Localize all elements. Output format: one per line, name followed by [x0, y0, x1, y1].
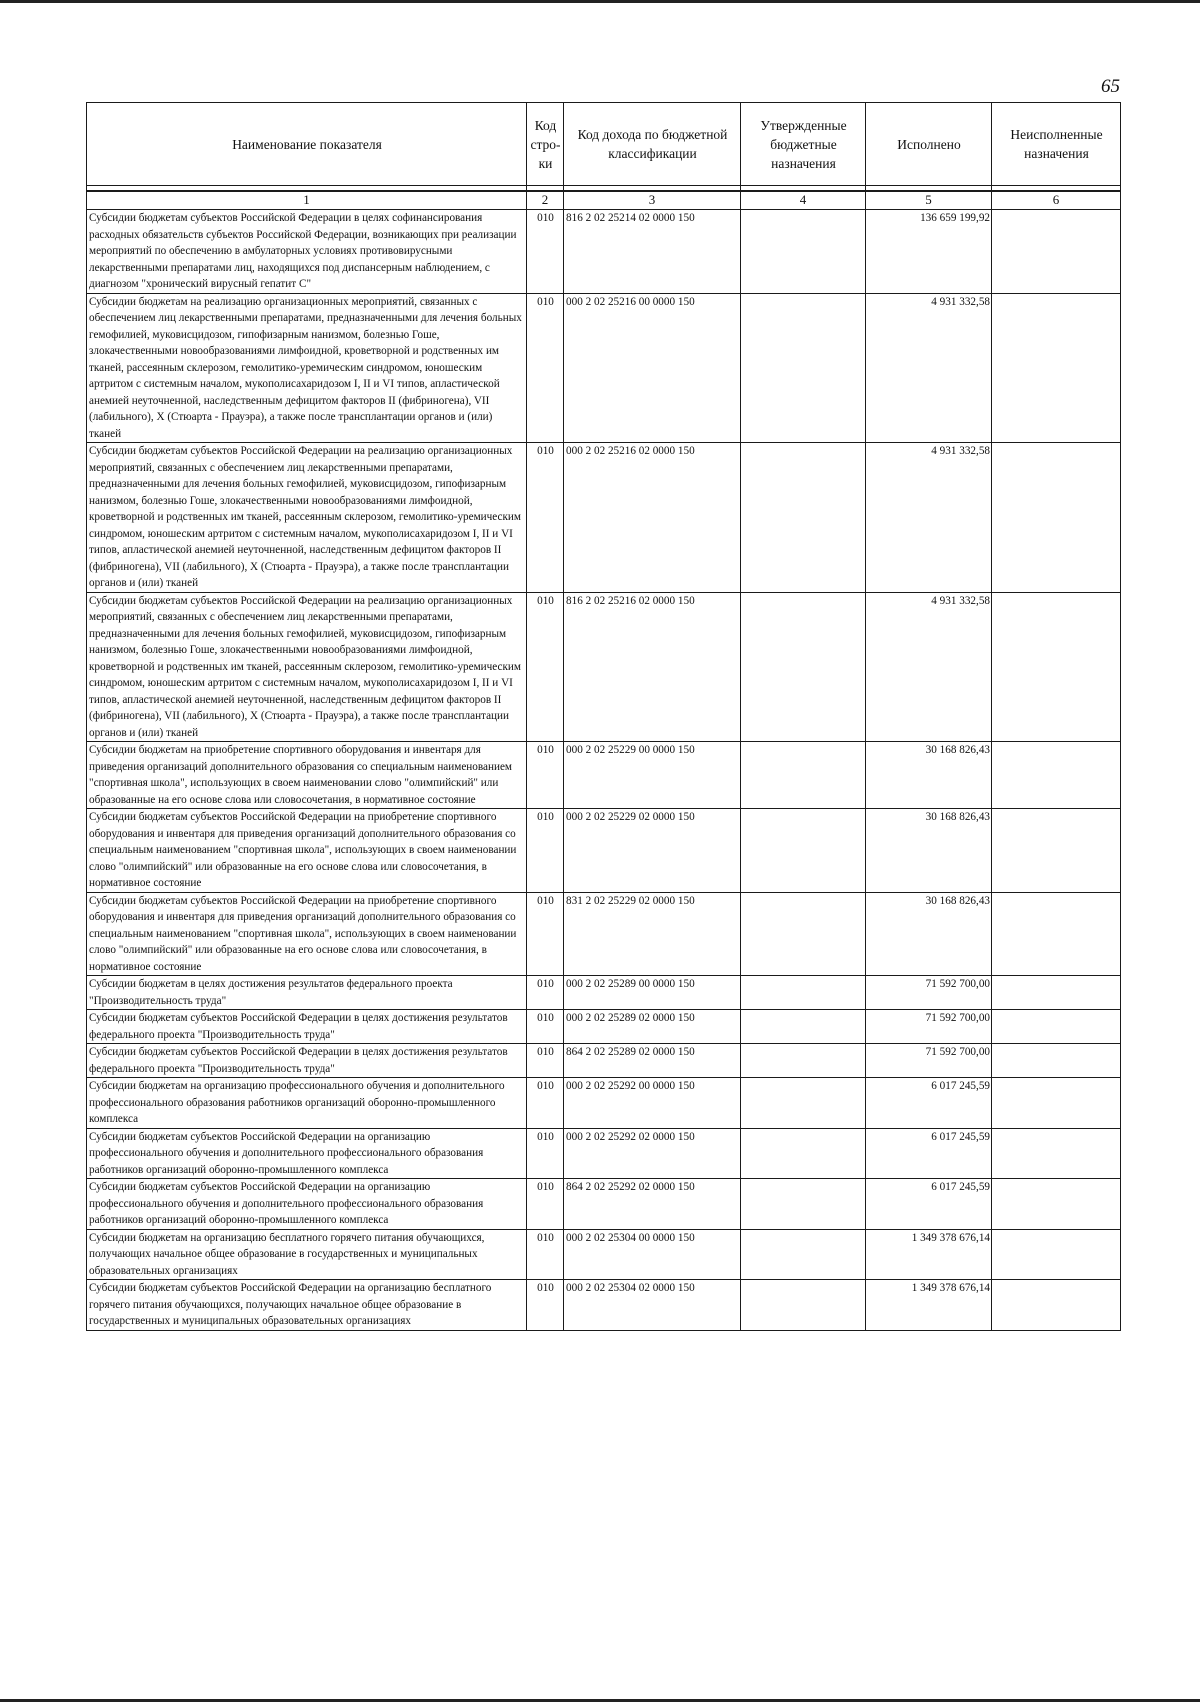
- header-executed: Исполнено: [866, 103, 992, 186]
- row-unexecuted: [992, 1179, 1121, 1230]
- row-line-code: 010: [527, 809, 564, 893]
- row-approved: [741, 1179, 866, 1230]
- row-approved: [741, 443, 866, 593]
- row-line-code: 010: [527, 1280, 564, 1331]
- row-income-code: 000 2 02 25292 02 0000 150: [564, 1128, 741, 1179]
- row-executed: 6 017 245,59: [866, 1179, 992, 1230]
- row-line-code: 010: [527, 1179, 564, 1230]
- row-unexecuted: [992, 1044, 1121, 1078]
- row-income-code: 864 2 02 25292 02 0000 150: [564, 1179, 741, 1230]
- row-income-code: 831 2 02 25229 02 0000 150: [564, 892, 741, 976]
- row-indicator-name: Субсидии бюджетам субъектов Российской Федерации на приобретение спортивного оборудования и инвентаря для приведения организаций дополнительного образования со специальным наименованием "спортивная школа", использующих в своем наименовании слово "олимпийский" или образованные на его основе слова или словосочетания, в нормативное состояние: [87, 809, 527, 893]
- column-number: 6: [992, 191, 1121, 210]
- table-row: [87, 1078, 1121, 1129]
- row-indicator-name: Субсидии бюджетам на организацию бесплатного горячего питания обучающихся, получающих начальное общее образование в государственных и муниципальных образовательных организациях: [87, 1229, 527, 1280]
- row-line-code: 010: [527, 976, 564, 1010]
- row-indicator-name: Субсидии бюджетам субъектов Российской Федерации на организацию бесплатного горячего питания обучающихся, получающих начальное общее образование в государственных и муниципальных образовательных организациях: [87, 1280, 527, 1331]
- row-executed: 4 931 332,58: [866, 592, 992, 742]
- row-income-code: 816 2 02 25214 02 0000 150: [564, 210, 741, 294]
- row-unexecuted: [992, 976, 1121, 1010]
- row-approved: [741, 1229, 866, 1280]
- row-income-code: 000 2 02 25229 00 0000 150: [564, 742, 741, 809]
- row-executed: 136 659 199,92: [866, 210, 992, 294]
- row-unexecuted: [992, 443, 1121, 593]
- table-row: [87, 293, 1121, 443]
- row-executed: 71 592 700,00: [866, 1010, 992, 1044]
- table-row: [87, 210, 1121, 294]
- page-number: 65: [1101, 76, 1120, 97]
- row-unexecuted: [992, 1078, 1121, 1129]
- row-indicator-name: Субсидии бюджетам субъектов Российской Федерации в целях софинансирования расходных обязательств субъектов Российской Федерации, возникающих при реализации мероприятий по обеспечению в амбулаторных условиях противовирусными лекарственными препаратами лиц, находящихся под диспансерным наблюдением, с диагнозом "хронический вирусный гепатит С": [87, 210, 527, 294]
- row-approved: [741, 1044, 866, 1078]
- header-line-code: Код стро- ки: [527, 103, 564, 186]
- row-income-code: 000 2 02 25289 02 0000 150: [564, 1010, 741, 1044]
- row-indicator-name: Субсидии бюджетам в целях достижения результатов федерального проекта "Производительность труда": [87, 976, 527, 1010]
- row-unexecuted: [992, 293, 1121, 443]
- column-number: 1: [87, 191, 527, 210]
- row-approved: [741, 742, 866, 809]
- row-executed: 30 168 826,43: [866, 742, 992, 809]
- header-indicator-name: Наименование показателя: [87, 103, 527, 186]
- column-number: 5: [866, 191, 992, 210]
- row-line-code: 010: [527, 1078, 564, 1129]
- row-indicator-name: Субсидии бюджетам на организацию профессионального обучения и дополнительного профессионального образования работников организаций оборонно-промышленного комплекса: [87, 1078, 527, 1129]
- scan-top-border: [0, 0, 1200, 3]
- row-line-code: 010: [527, 892, 564, 976]
- row-unexecuted: [992, 892, 1121, 976]
- row-indicator-name: Субсидии бюджетам субъектов Российской Федерации на организацию профессионального обучения и дополнительного профессионального образования работников организаций оборонно-промышленного комплекса: [87, 1128, 527, 1179]
- row-income-code: 864 2 02 25289 02 0000 150: [564, 1044, 741, 1078]
- column-number: 3: [564, 191, 741, 210]
- row-line-code: 010: [527, 1229, 564, 1280]
- row-executed: 6 017 245,59: [866, 1078, 992, 1129]
- table-row: [87, 1179, 1121, 1230]
- table-row: [87, 742, 1121, 809]
- header-approved: Утвержденные бюджетные назначения: [741, 103, 866, 186]
- row-unexecuted: [992, 210, 1121, 294]
- column-number: 4: [741, 191, 866, 210]
- row-unexecuted: [992, 1128, 1121, 1179]
- row-approved: [741, 976, 866, 1010]
- table-row: [87, 443, 1121, 593]
- column-number-row: [87, 191, 1121, 210]
- table-row: [87, 976, 1121, 1010]
- row-line-code: 010: [527, 443, 564, 593]
- row-approved: [741, 1280, 866, 1331]
- header-row: [87, 103, 1121, 186]
- row-unexecuted: [992, 809, 1121, 893]
- row-executed: 4 931 332,58: [866, 293, 992, 443]
- row-unexecuted: [992, 742, 1121, 809]
- row-unexecuted: [992, 592, 1121, 742]
- table-row: [87, 592, 1121, 742]
- column-number: 2: [527, 191, 564, 210]
- row-indicator-name: Субсидии бюджетам субъектов Российской Федерации на организацию профессионального обучения и дополнительного профессионального образования работников организаций оборонно-промышленного комплекса: [87, 1179, 527, 1230]
- row-line-code: 010: [527, 1010, 564, 1044]
- row-income-code: 000 2 02 25304 00 0000 150: [564, 1229, 741, 1280]
- row-income-code: 000 2 02 25289 00 0000 150: [564, 976, 741, 1010]
- row-approved: [741, 210, 866, 294]
- row-line-code: 010: [527, 592, 564, 742]
- header-unexecuted: Неисполненные назначения: [992, 103, 1121, 186]
- row-indicator-name: Субсидии бюджетам субъектов Российской Федерации на приобретение спортивного оборудования и инвентаря для приведения организаций дополнительного образования со специальным наименованием "спортивная школа", использующих в своем наименовании слово "олимпийский" или образованные на его основе слова или словосочетания, в нормативное состояние: [87, 892, 527, 976]
- row-indicator-name: Субсидии бюджетам субъектов Российской Федерации в целях достижения результатов федерального проекта "Производительность труда": [87, 1010, 527, 1044]
- row-line-code: 010: [527, 742, 564, 809]
- row-executed: 6 017 245,59: [866, 1128, 992, 1179]
- row-executed: 71 592 700,00: [866, 976, 992, 1010]
- row-executed: 30 168 826,43: [866, 892, 992, 976]
- row-indicator-name: Субсидии бюджетам на реализацию организационных мероприятий, связанных с обеспечением лиц лекарственными препаратами, предназначенными для лечения больных гемофилией, муковисцидозом, гипофизарным нанизмом, болезнью Гоше, злокачественными новообразованиями лимфоидной, кроветворной и родственных им тканей, рассеянным склерозом, гемолитико-уремическим синдромом, юношеским артритом с системным началом, мукополисахаридозом I, II и VI типов, апластической анемией неуточненной, наследственным дефицитом факторов II (фибриногена), VII (лабильного), X (Стюарта - Прауэра), а также после трансплантации органов и (или) тканей: [87, 293, 527, 443]
- table-row: [87, 1280, 1121, 1331]
- table-row: [87, 809, 1121, 893]
- row-indicator-name: Субсидии бюджетам субъектов Российской Федерации в целях достижения результатов федерального проекта "Производительность труда": [87, 1044, 527, 1078]
- table-row: [87, 1229, 1121, 1280]
- row-unexecuted: [992, 1280, 1121, 1331]
- table-body: [87, 210, 1121, 1331]
- table-row: [87, 1010, 1121, 1044]
- row-executed: 1 349 378 676,14: [866, 1229, 992, 1280]
- row-approved: [741, 1010, 866, 1044]
- row-indicator-name: Субсидии бюджетам субъектов Российской Федерации на реализацию организационных мероприятий, связанных с обеспечением лиц лекарственными препаратами, предназначенными для лечения больных гемофилией, муковисцидозом, гипофизарным нанизмом, болезнью Гоше, злокачественными новообразованиями лимфоидной, кроветворной и родственных им тканей, рассеянным склерозом, гемолитико-уремическим синдромом, юношеским артритом с системным началом, мукополисахаридозом I, II и VI типов, апластической анемией неуточненной, наследственным дефицитом факторов II (фибриногена), VII (лабильного), X (Стюарта - Прауэра), а также после трансплантации органов и (или) тканей: [87, 592, 527, 742]
- row-approved: [741, 293, 866, 443]
- row-indicator-name: Субсидии бюджетам на приобретение спортивного оборудования и инвентаря для приведения организаций дополнительного образования со специальным наименованием "спортивная школа", использующих в своем наименовании слово "олимпийский" или образованные на его основе слова или словосочетания, в нормативное состояние: [87, 742, 527, 809]
- row-income-code: 816 2 02 25216 02 0000 150: [564, 592, 741, 742]
- row-line-code: 010: [527, 293, 564, 443]
- row-unexecuted: [992, 1010, 1121, 1044]
- row-executed: 4 931 332,58: [866, 443, 992, 593]
- row-approved: [741, 592, 866, 742]
- row-approved: [741, 1078, 866, 1129]
- row-income-code: 000 2 02 25229 02 0000 150: [564, 809, 741, 893]
- row-executed: 71 592 700,00: [866, 1044, 992, 1078]
- header-income-code: Код дохода по бюджетной классификации: [564, 103, 741, 186]
- table-row: [87, 1128, 1121, 1179]
- row-unexecuted: [992, 1229, 1121, 1280]
- row-executed: 30 168 826,43: [866, 809, 992, 893]
- table-row: [87, 1044, 1121, 1078]
- row-line-code: 010: [527, 210, 564, 294]
- row-approved: [741, 809, 866, 893]
- budget-execution-table: [86, 102, 1121, 1331]
- row-line-code: 010: [527, 1128, 564, 1179]
- row-income-code: 000 2 02 25292 00 0000 150: [564, 1078, 741, 1129]
- row-executed: 1 349 378 676,14: [866, 1280, 992, 1331]
- row-approved: [741, 1128, 866, 1179]
- table-row: [87, 892, 1121, 976]
- row-income-code: 000 2 02 25216 02 0000 150: [564, 443, 741, 593]
- row-line-code: 010: [527, 1044, 564, 1078]
- row-indicator-name: Субсидии бюджетам субъектов Российской Федерации на реализацию организационных мероприятий, связанных с обеспечением лиц лекарственными препаратами, предназначенными для лечения больных гемофилией, муковисцидозом, гипофизарным нанизмом, болезнью Гоше, злокачественными новообразованиями лимфоидной, кроветворной и родственных им тканей, рассеянным склерозом, гемолитико-уремическим синдромом, юношеским артритом с системным началом, мукополисахаридозом I, II и VI типов, апластической анемией неуточненной, наследственным дефицитом факторов II (фибриногена), VII (лабильного), X (Стюарта - Прауэра), а также после трансплантации органов и (или) тканей: [87, 443, 527, 593]
- row-income-code: 000 2 02 25304 02 0000 150: [564, 1280, 741, 1331]
- row-income-code: 000 2 02 25216 00 0000 150: [564, 293, 741, 443]
- row-approved: [741, 892, 866, 976]
